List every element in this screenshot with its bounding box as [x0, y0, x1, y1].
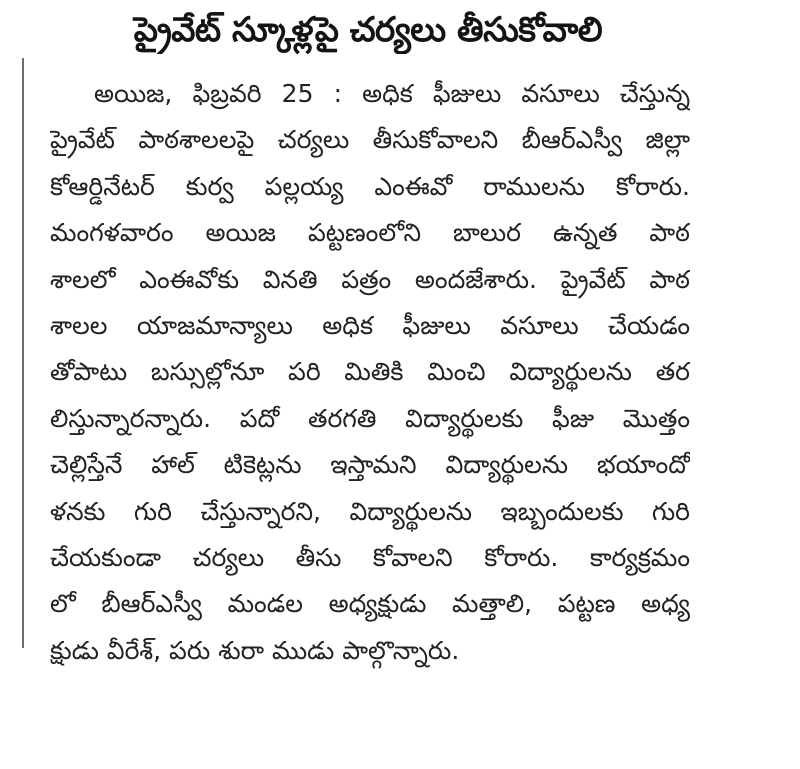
column-rule [22, 58, 24, 648]
article-line: ప్రైవేట్ పాఠశాలలపై చర్యలు తీసుకోవాలని బీఆర్ఎస్వీ జిల్లా [50, 125, 690, 155]
article-line: లో బీఆర్ఎస్వీ మండల అధ్యక్షుడు మత్తాలి, పట్టణ అధ్య [50, 589, 690, 619]
article-line: మంగళవారం అయిజ పట్టణంలోని బాలుర ఉన్నత పాఠ [50, 218, 690, 248]
article-line: శాలలో ఎంఈవోకు వినతి పత్రం అందజేశారు. ప్రైవేట్ పాఠ [50, 264, 690, 294]
article-line: తోపాటు బస్సుల్లోనూ పరి మితికి మించి విద్యార్థులను తర [50, 357, 690, 387]
article-line: క్షుడు వీరేశ్, పరు శురా ముడు పాల్గొన్నారు. [50, 635, 460, 665]
article-line: లిస్తున్నారన్నారు. పదో తరగతి విద్యార్థులకు ఫీజు మొత్తం [50, 403, 690, 433]
article-line: అయిజ, ఫిబ్రవరి 25 : అధిక ఫీజులు వసూలు చేస్తున్న [94, 79, 690, 108]
article-line: కోఆర్డినేటర్ కుర్వ పల్లయ్య ఎంఈవో రాములను కోరారు. [50, 171, 690, 201]
article-body [50, 74, 690, 677]
article-line: చేయకుండా చర్యలు తీసు కోవాలని కోరారు. కార్యక్రమం [50, 542, 690, 572]
article-line: ళనకు గురి చేస్తున్నారని, విద్యార్థులను ఇబ్బందులకు గురి [50, 496, 690, 526]
article-line: శాలల యాజమాన్యాలు అధిక ఫీజులు వసూలు చేయడం [50, 310, 690, 340]
headline: ప్రైవేట్ స్కూళ్లపై చర్యలు తీసుకోవాలి [133, 10, 603, 50]
article-line: చెల్లిస్తేనే హాల్ టికెట్లను ఇస్తామని విద్యార్థులను భయాందో [50, 450, 690, 480]
